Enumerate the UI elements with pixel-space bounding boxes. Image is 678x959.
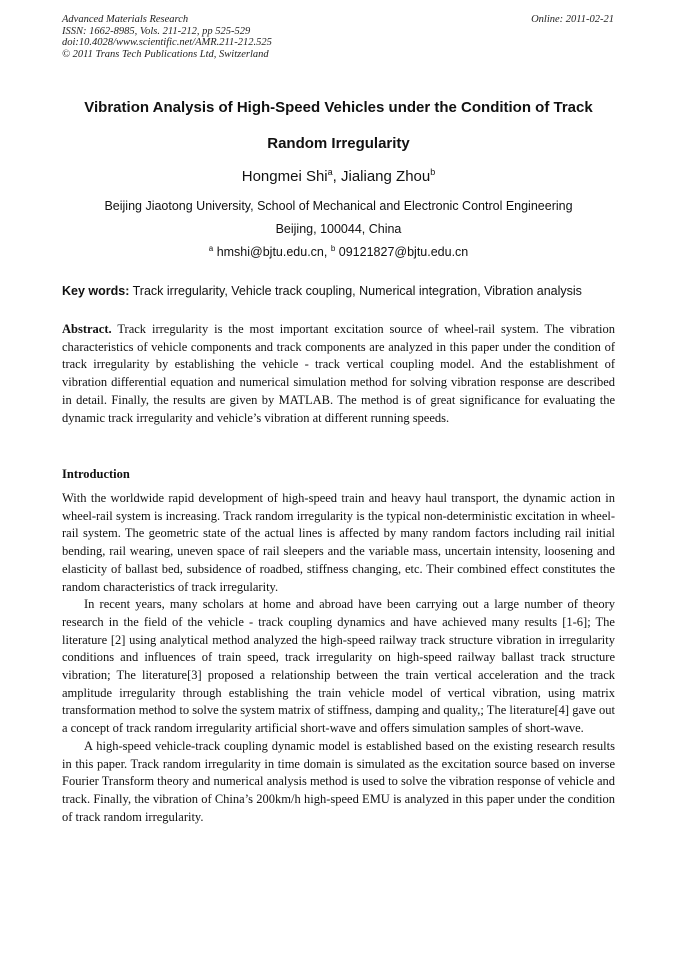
keywords-label: Key words:	[62, 284, 130, 298]
copyright-line: © 2011 Trans Tech Publications Ltd, Switzerland	[62, 48, 269, 60]
paragraph: In recent years, many scholars at home and abroad have been carrying out a large number of theory research in the field of the vehicle - track coupling dynamics and have achieved many results [1-6]; The literature [2] using analytical method analyzed the high-speed railway track structure vibration in irregularity conditions and influences of train speed, track irregularity on high-speed railway ballast track structure vibration; The literature[3] proposed a relationship between the train vertical acceleration and the track amplitude irregularity through establishing the train vehicle model of vertical vibration, using matrix transformation method to solve the system matrix of stiffness, damping and quality,; The literature[4] gave out a concept of track random irregularity artificial short-wave and offers simulation samples of short-wave.	[62, 597, 615, 736]
affiliation: Beijing Jiaotong University, School of Mechanical and Electronic Control Engineering	[104, 199, 573, 213]
email-mark: b	[330, 243, 336, 253]
email-address: hmshi@bjtu.edu.cn	[216, 245, 324, 259]
abstract	[62, 321, 615, 427]
affiliation-block	[62, 195, 615, 264]
keywords-text: Track irregularity, Vehicle track coupling, Numerical integration, Vibration analysis	[132, 284, 582, 298]
paper-title: Vibration Analysis of High-Speed Vehicles under the Condition of Track Random Irregularity	[84, 99, 593, 152]
online-date: Online: 2011-02-21	[531, 14, 614, 25]
author-mark: b	[430, 167, 436, 177]
introduction-body	[62, 490, 615, 826]
author-mark: a	[327, 167, 333, 177]
address: Beijing, 100044, China	[275, 222, 402, 236]
email-mark: a	[208, 243, 214, 253]
author-separator: ,	[332, 168, 341, 185]
paragraph: With the worldwide rapid development of high-speed train and heavy haul transport, the dynamic action in wheel-rail system is increasing. Track random irregularity is the typical non-deterministic excitation in wheel-rail system. The geometric state of the actual lines is affected by many random factors including rail initial bending, rail wearing, uneven space of rail sleepers and the variable mass, uncertain intensity, loosening and elasticity of ballast bed, subsidence of roadbed, stiffness changing, etc. Their combined effect constitutes the random characteristics of track irregularity.	[62, 491, 615, 594]
keywords	[62, 283, 615, 300]
author-name: Hongmei Shi	[241, 168, 328, 185]
doi-line: doi:10.4028/www.scientific.net/AMR.211-212.525	[62, 37, 272, 48]
publication-info	[62, 14, 272, 60]
author-list	[62, 167, 615, 187]
journal-name: Advanced Materials Research	[62, 14, 189, 25]
author-name: Jialiang Zhou	[341, 168, 431, 185]
section-heading-introduction: Introduction	[62, 467, 130, 481]
email-address: 09121827@bjtu.edu.cn	[338, 245, 469, 259]
email-separator: ,	[323, 245, 331, 259]
paragraph: A high-speed vehicle-track coupling dynamic model is established based on the existing research results in this paper. Track random irregularity in time domain is simulated as the excitation source based on inverse Fourier Transform theory and numerical analysis method is used to solve the vibration response of vehicle and track. Finally, the vibration of China’s 200km/h high-speed EMU is analyzed in this paper under the condition of track random irregularity.	[62, 738, 615, 824]
abstract-label: Abstract.	[62, 322, 112, 336]
abstract-text: Track irregularity is the most important excitation source of wheel-rail system. The vibration characteristics of vehicle components and track components are analyzed in this paper under the condition of track irregularity by establishing the vehicle - track vertical coupling model. And the establishment of vibration differential equation and numerical simulation method for solving vibration response are described in detail. Finally, the results are given by MATLAB. The method is of great significance for evaluating the dynamic track irregularity and vehicle’s vibration at different running speeds.	[62, 322, 616, 425]
email-line	[62, 241, 615, 264]
issn-line: ISSN: 1662-8985, Vols. 211-212, pp 525-529	[62, 25, 251, 37]
